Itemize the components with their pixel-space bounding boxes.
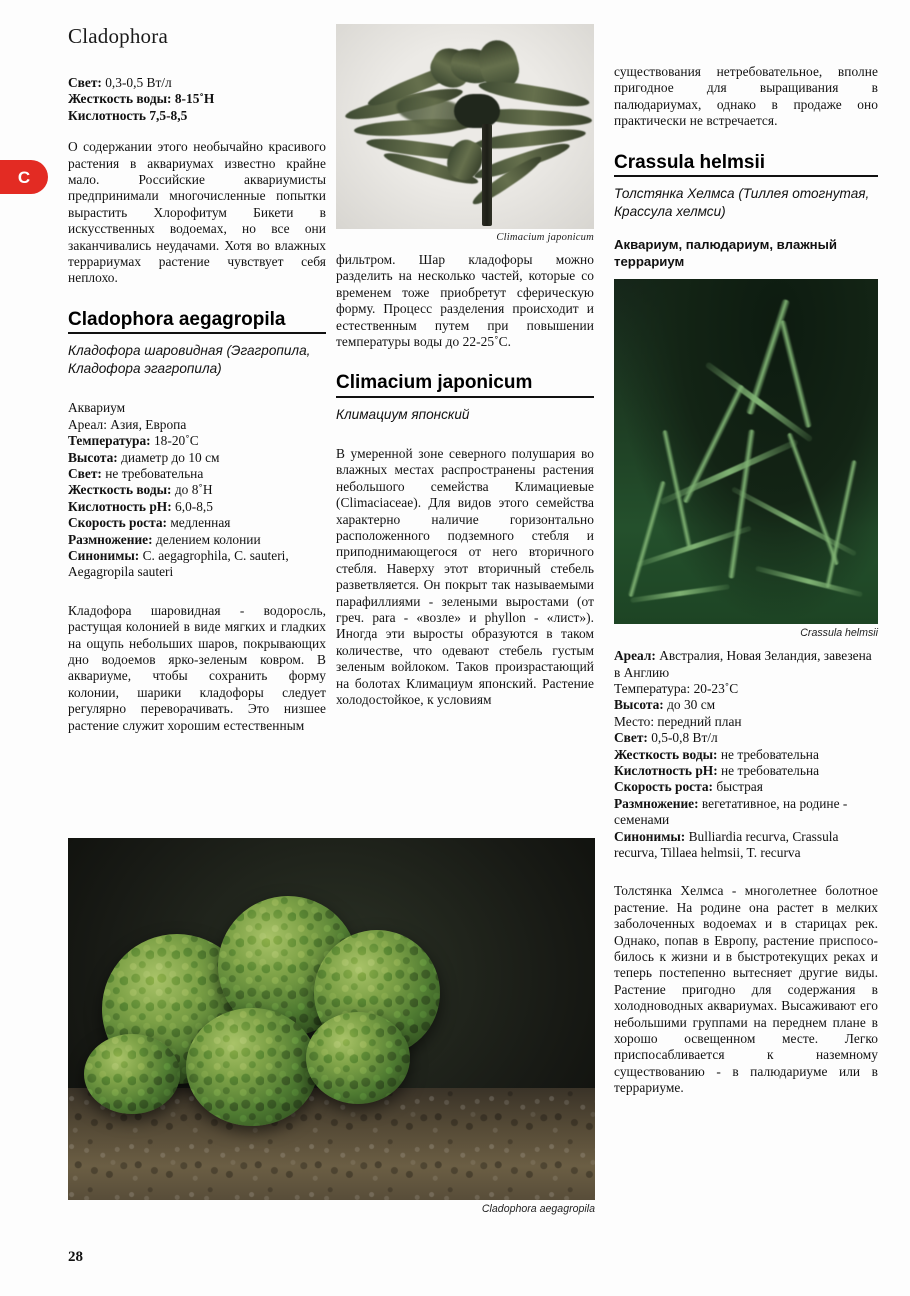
spec-row: [614, 829, 878, 862]
spec-value: не требовательна: [717, 762, 820, 778]
spec-label: Ареал:: [614, 648, 656, 664]
spec-label: Температура:: [614, 680, 691, 696]
intro-spec-label: Кислотность 7,5-8,5: [68, 107, 188, 123]
spec-value: 0,5-0,8 Вт/л: [647, 730, 718, 746]
figure-caption-climacium: Climacium japonicum: [496, 232, 594, 243]
intro-paragraph: О содержании этого необычайно красивого растения в аквариумах известно крайне мало. Российские аквариумисты предпринимали многочисленные попытки вырастить Хлорофитум Бикети в искусственных водоемах, но все они заканчивались неудачами. Хотя во влажных террариумах растение чувствует себя неплохо.: [68, 139, 326, 286]
habitat-crassula: Аквариум, палюдариум, влажный террариум: [614, 237, 838, 270]
spec-label: Свет:: [614, 730, 648, 746]
spec-row: [614, 763, 878, 779]
species-subtitle-cladophora: Кладофора шаровидная (Эгагропила, Кладофора эгагропила): [68, 343, 311, 377]
spec-row: [68, 532, 326, 548]
spec-row: [614, 796, 878, 829]
spec-value: передний план: [654, 713, 742, 729]
species-subtitle-crassula: Толстянка Хелмса (Тиллея отогнутая, Крассула хелмси): [614, 186, 870, 220]
spec-label: Жесткость воды:: [68, 482, 172, 498]
species-title-climacium: Climacium japonicum: [336, 372, 594, 398]
spec-value: C. aegagrophila, C. sauteri, Aegagropila sauteri: [68, 548, 289, 580]
spec-row: [68, 417, 326, 433]
intro-spec-row: [68, 91, 326, 107]
habitat-cladophora: Аквариум: [68, 400, 126, 416]
section-tab-letter: C: [17, 167, 31, 187]
spec-label: Скорость роста:: [614, 779, 713, 795]
spec-row: [68, 515, 326, 531]
spec-value: не требовательна: [101, 466, 204, 481]
spec-label: Кислотность pH:: [68, 498, 172, 514]
intro-spec-row: [68, 108, 326, 124]
spec-label: Кислотность pH:: [614, 762, 718, 778]
spec-row: [614, 714, 878, 730]
spec-row: [68, 450, 326, 466]
description-crassula: Толстянка Хелмса - многолетнее болотное растение. На родине она растет в мелких заболоченных водоемах и в старицах рек. Однако, попав в Европу, растение приспособилось к жизни и в быстротекущих реках и теперь постепенно вытесняет другие виды. Растение пригодно для содержания в холодноводных аквариумах. Высаживают его небольшими группами на переднем плане в хорошо освещенном месте. Легко приспосабливается к наземному существованию - в палюдариуме или в террариуме.: [614, 883, 878, 1096]
spec-label: Высота:: [68, 449, 118, 465]
figure-caption-crassula: Crassula helmsii: [800, 627, 878, 640]
species-title-crassula: Crassula helmsii: [614, 152, 878, 178]
figure-cladophora-aegagropila: [68, 838, 595, 1200]
spec-value: 20-23˚C: [690, 680, 739, 696]
description-climacium: В умеренной зоне северного полушария во влажных местах распространены растения небольшого семейства Климациевые (Climaciaceae). Для видов этого семейства характерно наличие горизонтально расположенного подземного стебля и приподнимающегося от него вторичного стебля. Наверху этот вторичный стебель разветвляется. Он покрыт так называемыми парафиллиями - зелеными выростами (от греч. para - «возле» и phyllon - «лист»). Иногда эти выросты образуются в таком количестве, что одевают стебель густым зеленым войлоком. Таков произрастающий на болотах Климациум японский. Растение холодостойкое, к условиям: [336, 445, 594, 708]
section-tab-marker: [0, 160, 48, 194]
species-subtitle-climacium: Климациум японский: [336, 406, 470, 422]
page-number: 28: [68, 1249, 83, 1265]
spec-value: не требовательна: [717, 746, 819, 762]
spec-value: Азия, Европа: [106, 416, 187, 432]
right-column: [614, 64, 878, 1097]
figure-caption-cladophora: Cladophora aegagropila: [481, 1203, 595, 1215]
spec-label: Ареал:: [68, 416, 107, 432]
spec-list-crassula: [614, 648, 878, 861]
spec-row: [68, 499, 326, 515]
spec-label: Высота:: [614, 697, 664, 713]
spec-row: [614, 697, 878, 713]
spec-value: быстрая: [712, 779, 763, 795]
running-head: Cladophora: [68, 24, 168, 48]
spec-label: Место:: [614, 713, 655, 729]
intro-spec-row: [68, 75, 326, 91]
spec-label: Размножение:: [68, 531, 153, 547]
spec-label: Жесткость воды:: [614, 746, 718, 762]
spec-row: [68, 433, 326, 449]
spec-value: диаметр до 10 см: [117, 449, 220, 465]
spec-label: Температура:: [68, 433, 151, 449]
spec-list-cladophora: [68, 417, 326, 581]
figure-climacium-japonicum: [336, 24, 594, 229]
spec-value: 6,0-8,5: [171, 498, 213, 514]
description-cladophora: Кладофора шаровидная - водоросль, растущая колонией в виде мягких и гладких на ощупь небольших шаров, покрывающих дно водоемов ярко-зеленым ковром. В аквариуме, чтобы сохранить форму колонии, шарики кладофоры следует регулярно переворачивать. Это низшее растение служит хорошим естественным: [68, 602, 326, 733]
intro-spec-label: Свет:: [68, 75, 102, 90]
spec-value: делением колонии: [152, 531, 261, 547]
spec-row: [614, 648, 878, 681]
intro-spec-label: Жесткость воды: 8-15˚H: [68, 91, 215, 107]
spec-value: до 8˚H: [171, 482, 213, 498]
bottom-figure-wrapper: [68, 838, 595, 1215]
species-title-cladophora: Cladophora aegagropila: [68, 309, 326, 335]
continuation-climacium: существования нетребовательное, вполне пригодное для выращивания в палюдариумах, однако в продаже оно практически не встречается.: [614, 64, 878, 129]
spec-row: [68, 482, 326, 498]
figure-crassula-helmsii: [614, 279, 878, 624]
spec-value: Австралия, Новая Зеландия, завезена в Англию: [614, 648, 872, 680]
spec-label: Синонимы:: [68, 548, 140, 564]
spec-label: Свет:: [68, 466, 102, 481]
left-column: [68, 24, 326, 734]
spec-row: [68, 466, 326, 482]
spec-row: [614, 681, 878, 697]
continuation-cladophora: фильтром. Шар кладофоры можно разделить на несколько частей, которые со временем тоже приобретут сферическую форму. Процесс разделения происходит и естественным путем при повышении температуры воды до 22-25˚C.: [336, 252, 594, 350]
spec-label: Размножение:: [614, 795, 699, 811]
spec-value: 18-20˚C: [150, 433, 199, 449]
intro-spec-value: 0,3-0,5 Вт/л: [101, 75, 172, 90]
spec-row: [614, 779, 878, 795]
spec-label: Синонимы:: [614, 828, 686, 844]
spec-row: [614, 747, 878, 763]
spec-label: Скорость роста:: [68, 515, 167, 531]
intro-spec-list: [68, 75, 326, 124]
spec-row: [614, 730, 878, 746]
spec-value: Bulliardia recurva, Crassula recurva, Tillaea helmsii, T. recurva: [614, 828, 839, 860]
spec-value: вегетативное, на родине - семенами: [614, 795, 848, 828]
spec-value: до 30 см: [663, 697, 716, 713]
spec-value: медленная: [166, 515, 231, 531]
spec-row: [68, 548, 326, 581]
middle-column: [336, 24, 594, 708]
